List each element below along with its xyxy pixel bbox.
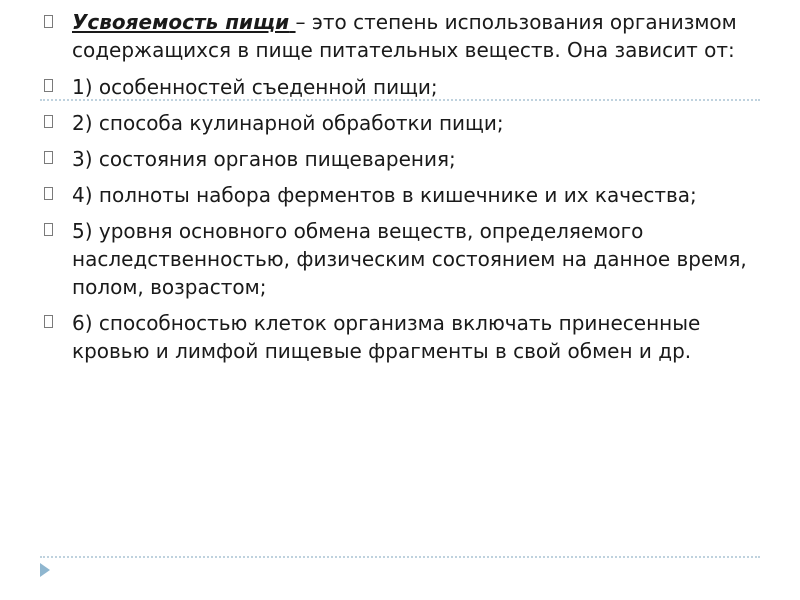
definition-text: – это степень использования организмом содержащихся в пище питательных веществ. Она зависит от: bbox=[72, 10, 737, 62]
definition-term: Усвояемость пищи bbox=[72, 10, 290, 34]
top-divider bbox=[40, 99, 760, 101]
slide-content bbox=[44, 8, 764, 370]
square-bullet-icon bbox=[44, 79, 53, 92]
factor-text: 1) особенностей съеденной пищи; bbox=[72, 75, 438, 99]
definition-paragraph bbox=[44, 8, 764, 70]
list-item-factor-6 bbox=[44, 306, 764, 370]
square-bullet-icon bbox=[44, 151, 53, 164]
square-bullet-icon bbox=[44, 223, 53, 236]
factor-text: 6) способностью клеток организма включать принесенные кровью и лимфой пищевые фрагменты в свой обмен и др. bbox=[72, 311, 701, 363]
square-bullet-icon bbox=[44, 15, 53, 28]
square-bullet-icon bbox=[44, 187, 53, 200]
factor-text: 5) уровня основного обмена веществ, определяемого наследственностью, физическим состоянием на данное время, полом, возрастом; bbox=[72, 219, 747, 299]
list-item-factor-5 bbox=[44, 214, 764, 306]
factor-text: 4) полноты набора ферментов в кишечнике и их качества; bbox=[72, 183, 697, 207]
next-slide-arrow-icon[interactable] bbox=[40, 563, 50, 577]
list-item-factor-2 bbox=[44, 106, 764, 142]
list-item-factor-3 bbox=[44, 142, 764, 178]
list-item-factor-4 bbox=[44, 178, 764, 214]
bottom-divider bbox=[40, 556, 760, 558]
factor-text: 3) состояния органов пищеварения; bbox=[72, 147, 456, 171]
factor-text: 2) способа кулинарной обработки пищи; bbox=[72, 111, 504, 135]
square-bullet-icon bbox=[44, 115, 53, 128]
square-bullet-icon bbox=[44, 315, 53, 328]
